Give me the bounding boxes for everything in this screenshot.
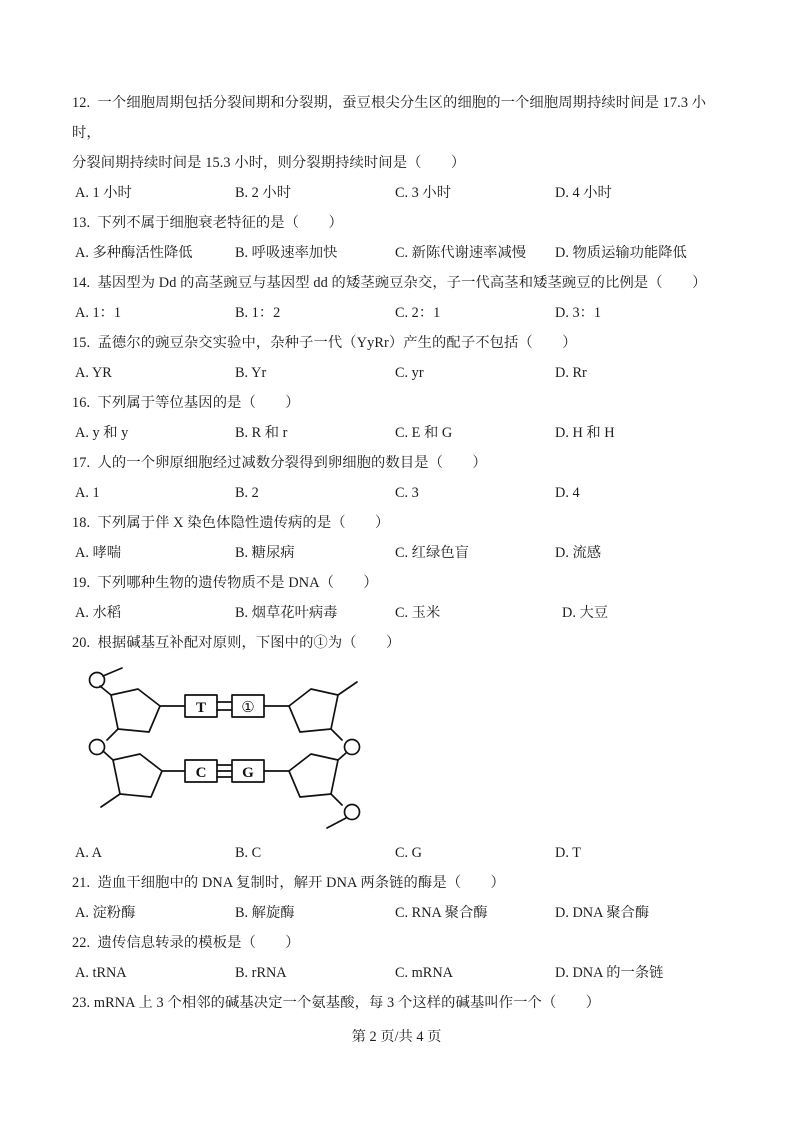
- question-15-option-a[interactable]: A. YR: [75, 365, 112, 381]
- question-23-stem: 23. mRNA 上 3 个相邻的碱基决定一个氨基酸，每 3 个这样的碱基叫作一个（ ）: [72, 995, 601, 1011]
- question-17-option-b[interactable]: B. 2: [235, 485, 259, 501]
- question-list: [72, 88, 732, 1018]
- question-13-option-c[interactable]: C. 新陈代谢速率减慢: [395, 245, 527, 261]
- question-16-option-c[interactable]: C. E 和 G: [395, 425, 453, 441]
- question-15-option-c[interactable]: C. yr: [395, 365, 424, 381]
- question-12-option-c[interactable]: C. 3 小时: [395, 185, 452, 201]
- question-19-option-b[interactable]: B. 烟草花叶病毒: [235, 605, 338, 621]
- question-13-option-b[interactable]: B. 呼吸速率加快: [235, 245, 338, 261]
- question-19-option-a[interactable]: A. 水稻: [75, 605, 122, 621]
- question-14-option-c[interactable]: C. 2：1: [395, 305, 441, 321]
- question-21-option-a[interactable]: A. 淀粉酶: [75, 905, 136, 921]
- question-18-options: [72, 538, 732, 568]
- question-15-stem: 15. 孟德尔的豌豆杂交实验中，杂种子一代（YyRr）产生的配子不包括（ ）: [72, 335, 577, 351]
- question-18-option-a[interactable]: A. 哮喘: [75, 545, 122, 561]
- question-16-option-d[interactable]: D. H 和 H: [555, 425, 615, 441]
- question-17-options: [72, 478, 732, 508]
- question-12-option-b[interactable]: B. 2 小时: [235, 185, 292, 201]
- figure-base-label-t: T: [195, 700, 207, 716]
- page-footer: [0, 1026, 793, 1046]
- question-12-option-d[interactable]: D. 4 小时: [555, 185, 612, 201]
- question-19-option-c[interactable]: C. 玉米: [395, 605, 441, 621]
- question-14-option-b[interactable]: B. 1：2: [235, 305, 281, 321]
- question-12-stem-line1: 12. 一个细胞周期包括分裂间期和分裂期，蚕豆根尖分生区的细胞的一个细胞周期持续时间是 17.3 小时，: [72, 95, 707, 141]
- question-20: [72, 628, 732, 868]
- question-21: [72, 868, 732, 928]
- question-15-option-b[interactable]: B. Yr: [235, 365, 267, 381]
- question-22-option-a[interactable]: A. tRNA: [75, 965, 127, 981]
- question-16-option-b[interactable]: B. R 和 r: [235, 425, 288, 441]
- question-17-option-d[interactable]: D. 4: [555, 485, 580, 501]
- question-22-options: [72, 958, 732, 988]
- question-19: [72, 568, 732, 628]
- question-16-stem: 16. 下列属于等位基因的是（ ）: [72, 395, 300, 411]
- question-20-option-d[interactable]: D. T: [555, 845, 581, 861]
- question-12: [72, 88, 732, 208]
- question-14-option-d[interactable]: D. 3：1: [555, 305, 602, 321]
- question-18-option-b[interactable]: B. 糖尿病: [235, 545, 295, 561]
- question-21-option-d[interactable]: D. DNA 聚合酶: [555, 905, 650, 921]
- question-20-options: [72, 838, 732, 868]
- question-21-options: [72, 898, 732, 928]
- question-14-options: [72, 298, 732, 328]
- question-12-option-a[interactable]: A. 1 小时: [75, 185, 132, 201]
- question-12-options: [72, 178, 732, 208]
- question-17-option-a[interactable]: A. 1: [75, 485, 100, 501]
- question-17-option-c[interactable]: C. 3: [395, 485, 419, 501]
- question-20-option-b[interactable]: B. C: [235, 845, 262, 861]
- question-14: [72, 268, 732, 328]
- question-18-stem: 18. 下列属于伴 X 染色体隐性遗传病的是（ ）: [72, 515, 390, 531]
- question-14-stem: 14. 基因型为 Dd 的高茎豌豆与基因型 dd 的矮茎豌豆杂交，子一代高茎和矮茎豌豆的比例是（ ）: [72, 275, 707, 291]
- question-15-option-d[interactable]: D. Rr: [555, 365, 587, 381]
- question-22-option-d[interactable]: D. DNA 的一条链: [555, 965, 664, 981]
- question-15-options: [72, 358, 732, 388]
- question-22-option-b[interactable]: B. rRNA: [235, 965, 287, 981]
- question-12-stem-line2: 分裂间期持续时间是 15.3 小时，则分裂期持续时间是（ ）: [72, 155, 466, 171]
- question-16: [72, 388, 732, 448]
- question-20-option-a[interactable]: A. A: [75, 845, 103, 861]
- question-23: [72, 988, 732, 1018]
- question-16-option-a[interactable]: A. y 和 y: [75, 425, 129, 441]
- question-22-option-c[interactable]: C. mRNA: [395, 965, 453, 981]
- question-21-option-c[interactable]: C. RNA 聚合酶: [395, 905, 488, 921]
- question-17: [72, 448, 732, 508]
- question-13-option-d[interactable]: D. 物质运输功能降低: [555, 245, 687, 261]
- page-number-label: 第 2 页/共 4 页: [351, 1029, 442, 1045]
- question-20-option-c[interactable]: C. G: [395, 845, 423, 861]
- question-19-option-d[interactable]: D. 大豆: [562, 605, 609, 621]
- dna-structure-figure: [80, 664, 380, 834]
- question-16-options: [72, 418, 732, 448]
- question-22-stem: 22. 遗传信息转录的模板是（ ）: [72, 935, 300, 951]
- question-13-option-a[interactable]: A. 多种酶活性降低: [75, 245, 193, 261]
- question-21-stem: 21. 造血干细胞中的 DNA 复制时，解开 DNA 两条链的酶是（ ）: [72, 875, 505, 891]
- question-18: [72, 508, 732, 568]
- question-13-stem: 13. 下列不属于细胞衰老特征的是（ ）: [72, 215, 343, 231]
- question-18-option-d[interactable]: D. 流感: [555, 545, 602, 561]
- figure-base-label-g: G: [242, 765, 254, 781]
- question-13-options: [72, 238, 732, 268]
- question-13: [72, 208, 732, 268]
- question-22: [72, 928, 732, 988]
- question-19-options: [72, 598, 732, 628]
- question-21-option-b[interactable]: B. 解旋酶: [235, 905, 295, 921]
- question-14-option-a[interactable]: A. 1：1: [75, 305, 122, 321]
- question-17-stem: 17. 人的一个卵原细胞经过减数分裂得到卵细胞的数目是（ ）: [72, 455, 487, 471]
- question-18-option-c[interactable]: C. 红绿色盲: [395, 545, 469, 561]
- figure-base-label-c: C: [195, 765, 207, 781]
- question-15: [72, 328, 732, 388]
- question-20-stem: 20. 根据碱基互补配对原则，下图中的①为（ ）: [72, 635, 401, 651]
- question-19-stem: 19. 下列哪种生物的遗传物质不是 DNA（ ）: [72, 575, 378, 591]
- figure-base-label-unknown: ①: [241, 700, 255, 716]
